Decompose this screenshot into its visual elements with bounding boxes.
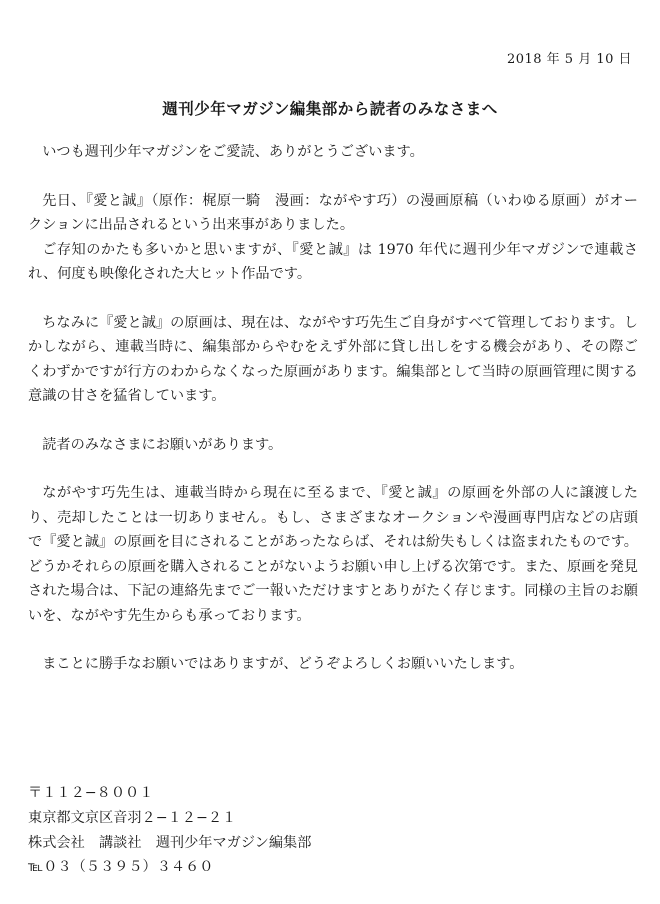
paragraph-request: ながやす巧先生は、連載当時から現在に至るまで、『愛と誠』の原画を外部の人に譲渡したり、売却したことは一切ありません。もし、さまざまなオークションや漫画専門店などの店頭で『愛と誠』の原画を目にされることがあったならば、それは紛失もしくは盗まれたものです。どうかそれらの原画を購入されることがないようお願い申し上げる次第です。また、原画を発見された場合は、下記の連絡先までご一報いただけますとありがたく存じます。同様の主旨のお願いを、ながやす先生からも承っております。 [28,485,638,624]
paragraph-greeting: いつも週刊少年マガジンをご愛読、ありがとうございます。 [42,144,424,160]
paragraph-closing: まことに勝手なお願いではありますが、どうぞよろしくお願いいたします。 [42,656,524,672]
letter-date: 2018 年 5 月 10 日 [506,52,632,67]
paragraph-management: ちなみに『愛と誠』の原画は、現在は、ながやす巧先生ご自身がすべて管理しております。しかしながら、連載当時に、編集部からやむをえず外部に貸し出しをする機会があり、その際ごくわずかですが行方のわからなくなった原画があります。編集部として当時の原画管理に関する意識の甘さを猛省しています。 [28,314,638,404]
company-name: 株式会社 講談社 週刊少年マガジン編集部 [28,834,312,851]
street-address: 東京都文京区音羽２−１２−２１ [28,809,237,826]
phone-number: ℡０３（５３９５）３４６０ [28,859,214,876]
letter-body [28,140,638,677]
paragraph-auction: 先日、『愛と誠』（原作：梶原一騎 漫画：ながやす巧）の漫画原稿（いわゆる原画）がオークションに出品されるという出来事がありました。 [28,192,638,233]
postal-code: 〒１１２−８００１ [28,785,154,801]
letter-title: 週刊少年マガジン編集部から読者のみなさまへ [162,99,498,118]
contact-address [28,781,311,880]
paragraph-request-intro: 読者のみなさまにお願いがあります。 [42,436,283,453]
paragraph-background: ご存知のかたも多いかと思いますが、『愛と誠』は 1970 年代に週刊少年マガジンで連載され、何度も映像化された大ヒット作品です。 [28,241,638,282]
